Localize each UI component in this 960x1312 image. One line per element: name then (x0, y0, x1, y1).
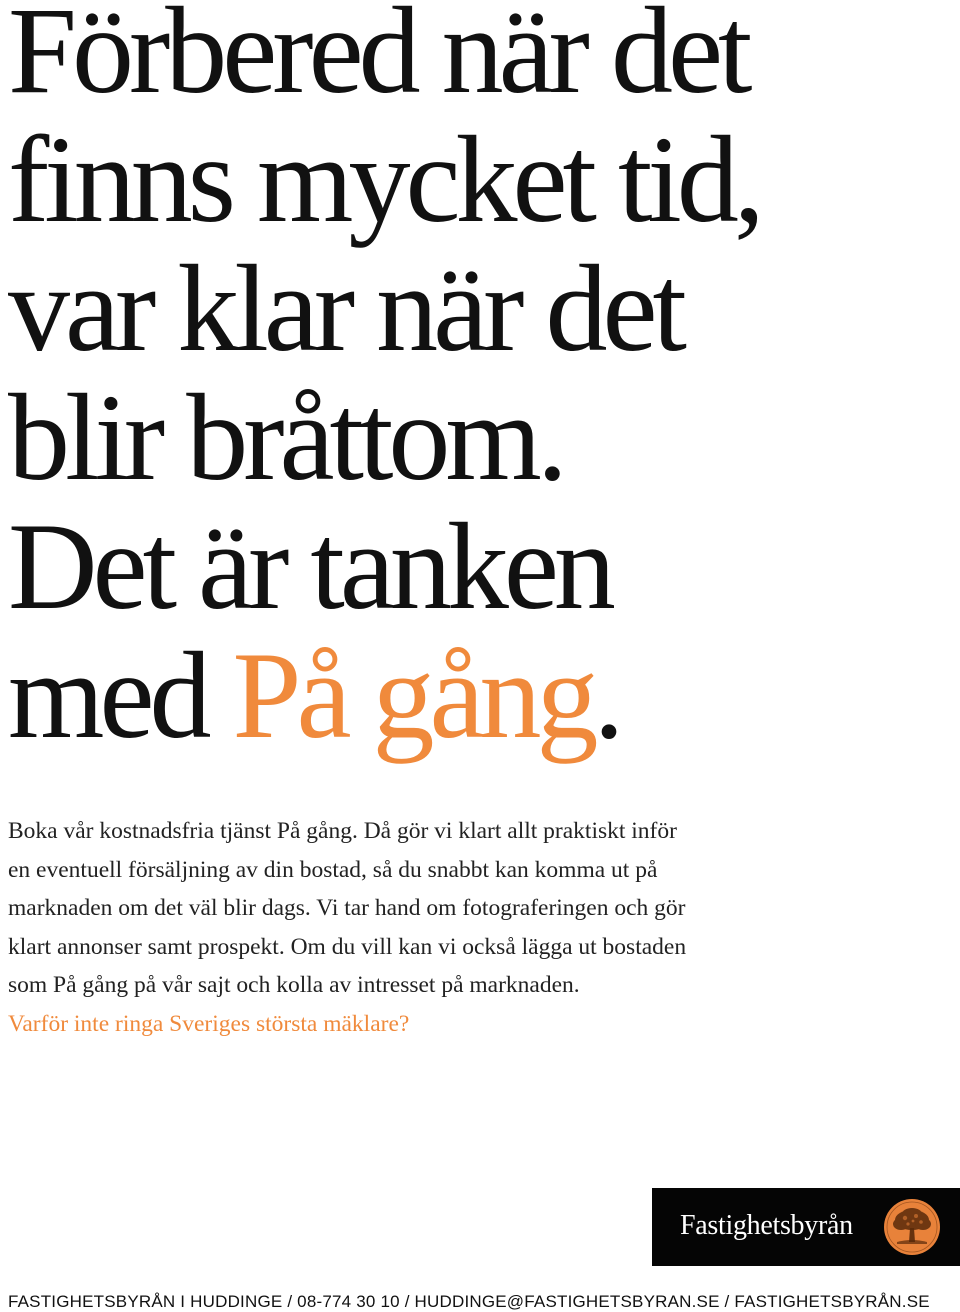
headline-line-4: blir bråttom. (8, 369, 563, 506)
headline-line-1: Förbered när det (8, 0, 748, 119)
body-line-4: klart annonser samt prospekt. Om du vill kan vi också lägga ut bostaden (8, 933, 687, 960)
body-line-1: Boka vår kostnadsfria tjänst På gång. Då gör vi klart allt praktiskt inför (8, 818, 677, 844)
headline-period: . (593, 627, 620, 764)
body-line-3: marknaden om det väl blir dags. Vi tar hand om fotograferingen och gör (8, 895, 686, 922)
call-to-action: Varför inte ringa Sveriges största mäklare? (8, 1010, 410, 1037)
headline-line-6 (8, 627, 958, 764)
brand-logo-name: Fastighetsbyrån (680, 1210, 853, 1241)
headline-prefix: med (8, 627, 233, 764)
headline-line-2: finns mycket tid, (8, 111, 760, 248)
body-copy (8, 812, 948, 1044)
oak-tree-seal-icon (883, 1198, 941, 1256)
body-line-5: som På gång på vår sajt och kolla av intresset på marknaden. (8, 972, 580, 999)
headline-accent-pa-gang: På gång (232, 627, 594, 764)
headline-line-5: Det är tanken (8, 498, 611, 635)
body-line-2: en eventuell försäljning av din bostad, så du snabbt kan komma ut på (8, 856, 658, 883)
footer-contact: FASTIGHETSBYRÅN I HUDDINGE / 08-774 30 10 / HUDDINGE@FASTIGHETSBYRAN.SE / FASTIGHETSBYRÅN.SE (8, 1292, 930, 1311)
headline-line-3: var klar när det (8, 240, 682, 377)
headline (8, 0, 958, 764)
brand-logo (652, 1188, 960, 1266)
